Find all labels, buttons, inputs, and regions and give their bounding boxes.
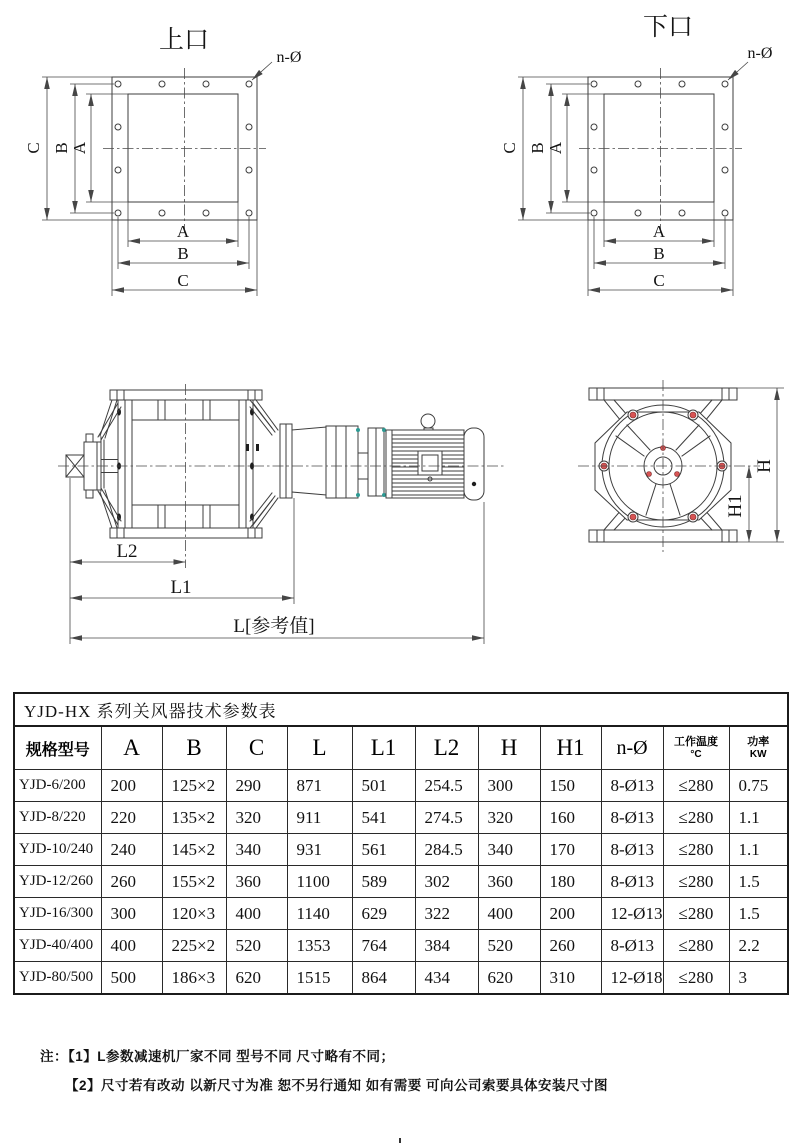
cell-temp: ≤280 bbox=[663, 898, 729, 930]
cell-h: 320 bbox=[478, 802, 540, 834]
col-header-c: C bbox=[226, 726, 287, 770]
cell-power: 1.5 bbox=[729, 898, 788, 930]
cell-c: 620 bbox=[226, 962, 287, 995]
table-row bbox=[14, 866, 788, 898]
cell-l: 1100 bbox=[287, 866, 352, 898]
table-title-row bbox=[14, 693, 788, 726]
lower-dim-b-left: B bbox=[528, 142, 547, 154]
cell-l1: 764 bbox=[352, 930, 415, 962]
cell-l1: 541 bbox=[352, 802, 415, 834]
cell-l1: 561 bbox=[352, 834, 415, 866]
cell-l: 871 bbox=[287, 770, 352, 802]
cell-a: 200 bbox=[101, 770, 162, 802]
cell-bolts: 12-Ø13 bbox=[601, 898, 663, 930]
scan-artifact bbox=[399, 1138, 401, 1143]
col-header-h1: H1 bbox=[540, 726, 601, 770]
dim-h-label: H bbox=[754, 459, 775, 473]
col-header-h: H bbox=[478, 726, 540, 770]
lower-dim-a-bottom: A bbox=[652, 222, 666, 241]
upper-dim-a-bottom: A bbox=[176, 222, 190, 241]
cell-power: 0.75 bbox=[729, 770, 788, 802]
cell-l2: 384 bbox=[415, 930, 478, 962]
col-header-power-unit: KW bbox=[749, 748, 767, 760]
col-header-l1: L1 bbox=[352, 726, 415, 770]
lower-dim-a-left: A bbox=[546, 141, 565, 155]
lower-flange-title: 下口 bbox=[642, 13, 694, 41]
cell-h1: 150 bbox=[540, 770, 601, 802]
cell-l: 911 bbox=[287, 802, 352, 834]
cell-a: 260 bbox=[101, 866, 162, 898]
dim-h1-label: H1 bbox=[725, 494, 746, 518]
cell-l1: 864 bbox=[352, 962, 415, 995]
table-row bbox=[14, 962, 788, 995]
cell-power: 1.1 bbox=[729, 802, 788, 834]
cell-c: 400 bbox=[226, 898, 287, 930]
cell-h: 360 bbox=[478, 866, 540, 898]
cell-l2: 302 bbox=[415, 866, 478, 898]
cell-l2: 284.5 bbox=[415, 834, 478, 866]
cell-power: 1.5 bbox=[729, 866, 788, 898]
cell-model: YJD-80/500 bbox=[14, 962, 101, 995]
dim-l-label: L[参考值] bbox=[233, 616, 315, 637]
table-row bbox=[14, 834, 788, 866]
col-header-bolts: n-Ø bbox=[601, 726, 663, 770]
side-view-drawing bbox=[58, 384, 505, 644]
upper-dim-c-left: C bbox=[24, 142, 43, 154]
cell-temp: ≤280 bbox=[663, 962, 729, 995]
cell-model: YJD-40/400 bbox=[14, 930, 101, 962]
cell-h1: 310 bbox=[540, 962, 601, 995]
upper-dim-a-left: A bbox=[70, 141, 89, 155]
cell-b: 135×2 bbox=[162, 802, 226, 834]
footnote-2-text: 【2】尺寸若有改动 以新尺寸为准 恕不另行通知 如有需要 可向公司索要具体安装尺寸图 bbox=[65, 1078, 609, 1093]
cell-model: YJD-6/200 bbox=[14, 770, 101, 802]
cell-h1: 260 bbox=[540, 930, 601, 962]
table-title: YJD-HX 系列关风器技术参数表 bbox=[14, 693, 788, 726]
cell-l: 1353 bbox=[287, 930, 352, 962]
cell-c: 320 bbox=[226, 802, 287, 834]
cell-b: 155×2 bbox=[162, 866, 226, 898]
cell-bolts: 8-Ø13 bbox=[601, 834, 663, 866]
lower-dim-b-bottom: B bbox=[653, 244, 665, 263]
footnotes bbox=[40, 1045, 608, 1094]
cell-temp: ≤280 bbox=[663, 834, 729, 866]
cell-model: YJD-10/240 bbox=[14, 834, 101, 866]
table-header-row bbox=[14, 726, 788, 770]
cell-a: 400 bbox=[101, 930, 162, 962]
cell-bolts: 8-Ø13 bbox=[601, 930, 663, 962]
cell-l1: 589 bbox=[352, 866, 415, 898]
cell-a: 220 bbox=[101, 802, 162, 834]
upper-dim-b-bottom: B bbox=[177, 244, 189, 263]
footnote-1-text: 【1】L参数减速机厂家不同 型号不同 尺寸略有不同； bbox=[68, 1049, 395, 1064]
cell-model: YJD-12/260 bbox=[14, 866, 101, 898]
cell-a: 300 bbox=[101, 898, 162, 930]
cell-c: 340 bbox=[226, 834, 287, 866]
cell-bolts: 8-Ø13 bbox=[601, 866, 663, 898]
col-header-temp bbox=[663, 726, 729, 770]
cell-l: 1515 bbox=[287, 962, 352, 995]
lower-flange-drawing bbox=[500, 13, 772, 296]
col-header-l2: L2 bbox=[415, 726, 478, 770]
col-header-model: 规格型号 bbox=[14, 726, 101, 770]
upper-flange-drawing bbox=[24, 26, 301, 296]
cell-bolts: 12-Ø18 bbox=[601, 962, 663, 995]
cell-b: 125×2 bbox=[162, 770, 226, 802]
lower-dim-c-bottom: C bbox=[653, 271, 665, 290]
upper-dim-c-bottom: C bbox=[177, 271, 189, 290]
col-header-power-line1: 功率 bbox=[747, 735, 770, 748]
end-view-drawing bbox=[578, 380, 784, 552]
cell-l: 931 bbox=[287, 834, 352, 866]
cell-l2: 322 bbox=[415, 898, 478, 930]
footnote-line-2 bbox=[40, 1074, 608, 1094]
col-header-temp-unit: °C bbox=[690, 748, 702, 760]
cell-power: 1.1 bbox=[729, 834, 788, 866]
cell-temp: ≤280 bbox=[663, 770, 729, 802]
cell-b: 186×3 bbox=[162, 962, 226, 995]
col-header-power bbox=[729, 726, 788, 770]
upper-dim-b-left: B bbox=[52, 142, 71, 154]
cell-c: 360 bbox=[226, 866, 287, 898]
cell-l2: 434 bbox=[415, 962, 478, 995]
cell-b: 225×2 bbox=[162, 930, 226, 962]
cell-model: YJD-16/300 bbox=[14, 898, 101, 930]
cell-h1: 160 bbox=[540, 802, 601, 834]
dim-l1-label: L1 bbox=[170, 577, 192, 598]
cell-a: 500 bbox=[101, 962, 162, 995]
lower-dim-c-left: C bbox=[500, 142, 519, 154]
table-row bbox=[14, 898, 788, 930]
footnote-prefix: 注： bbox=[40, 1049, 68, 1064]
cell-l1: 629 bbox=[352, 898, 415, 930]
cell-h1: 200 bbox=[540, 898, 601, 930]
cell-h1: 170 bbox=[540, 834, 601, 866]
cell-l: 1140 bbox=[287, 898, 352, 930]
cell-h: 400 bbox=[478, 898, 540, 930]
cell-model: YJD-8/220 bbox=[14, 802, 101, 834]
cell-temp: ≤280 bbox=[663, 866, 729, 898]
cell-h: 340 bbox=[478, 834, 540, 866]
cell-h: 300 bbox=[478, 770, 540, 802]
cell-h1: 180 bbox=[540, 866, 601, 898]
spec-table bbox=[13, 692, 789, 995]
cell-l1: 501 bbox=[352, 770, 415, 802]
cell-temp: ≤280 bbox=[663, 802, 729, 834]
col-header-temp-line1: 工作温度 bbox=[674, 735, 718, 748]
table-row bbox=[14, 770, 788, 802]
col-header-b: B bbox=[162, 726, 226, 770]
table-row bbox=[14, 930, 788, 962]
upper-bolt-count-label: n-Ø bbox=[276, 49, 302, 66]
table-row bbox=[14, 802, 788, 834]
cell-c: 290 bbox=[226, 770, 287, 802]
footnote-line-1 bbox=[40, 1045, 608, 1065]
cell-b: 145×2 bbox=[162, 834, 226, 866]
cell-bolts: 8-Ø13 bbox=[601, 802, 663, 834]
cell-c: 520 bbox=[226, 930, 287, 962]
cell-h: 520 bbox=[478, 930, 540, 962]
cell-power: 3 bbox=[729, 962, 788, 995]
cell-h: 620 bbox=[478, 962, 540, 995]
dim-l2-label: L2 bbox=[116, 541, 138, 562]
motor bbox=[386, 414, 484, 500]
cell-l2: 274.5 bbox=[415, 802, 478, 834]
cell-temp: ≤280 bbox=[663, 930, 729, 962]
cell-power: 2.2 bbox=[729, 930, 788, 962]
cell-bolts: 8-Ø13 bbox=[601, 770, 663, 802]
cell-b: 120×3 bbox=[162, 898, 226, 930]
col-header-l: L bbox=[287, 726, 352, 770]
lower-bolt-count-label: n-Ø bbox=[747, 45, 773, 62]
cell-l2: 254.5 bbox=[415, 770, 478, 802]
col-header-a: A bbox=[101, 726, 162, 770]
upper-flange-title: 上口 bbox=[158, 26, 210, 54]
cell-a: 240 bbox=[101, 834, 162, 866]
